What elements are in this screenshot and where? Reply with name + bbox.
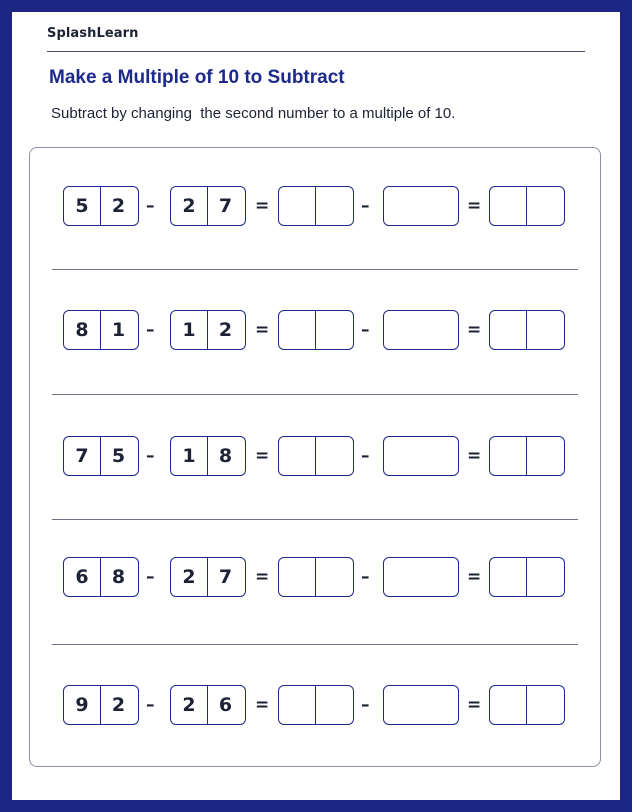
tens-digit: 2 — [182, 694, 196, 716]
equals-sign: = — [467, 196, 482, 216]
row-divider — [52, 644, 578, 645]
tens-digit: 8 — [75, 319, 89, 341]
equals-sign: = — [255, 196, 270, 216]
difference-answer-box[interactable] — [489, 186, 565, 226]
tens-blank[interactable] — [490, 558, 526, 596]
ones-blank[interactable] — [526, 686, 562, 724]
second-number-box — [170, 310, 246, 350]
minus-sign: – — [361, 567, 370, 587]
tens-blank[interactable] — [279, 437, 315, 475]
tens-digit: 9 — [75, 694, 89, 716]
adjusted-first-answer-box[interactable] — [278, 186, 354, 226]
first-number-box — [63, 685, 139, 725]
tens-digit: 5 — [75, 195, 89, 217]
second-number-box — [170, 436, 246, 476]
ones-blank[interactable] — [315, 686, 351, 724]
ones-digit: 1 — [100, 311, 136, 349]
first-number-box — [63, 436, 139, 476]
ones-digit: 2 — [100, 187, 136, 225]
first-number-box — [63, 557, 139, 597]
multiple-of-ten-answer-box[interactable] — [383, 436, 459, 476]
multiple-of-ten-answer-box[interactable] — [383, 557, 459, 597]
difference-answer-box[interactable] — [489, 310, 565, 350]
ones-blank[interactable] — [526, 558, 562, 596]
ones-blank[interactable] — [315, 437, 351, 475]
minus-sign: – — [146, 320, 155, 340]
row-divider — [52, 519, 578, 520]
minus-sign: – — [146, 695, 155, 715]
problem-row — [30, 557, 602, 597]
equals-sign: = — [467, 567, 482, 587]
ones-digit: 8 — [207, 437, 243, 475]
problem-row — [30, 685, 602, 725]
row-divider — [52, 269, 578, 270]
ones-digit: 7 — [207, 558, 243, 596]
minus-sign: – — [146, 567, 155, 587]
tens-digit: 1 — [182, 319, 196, 341]
difference-answer-box[interactable] — [489, 685, 565, 725]
tens-blank[interactable] — [279, 311, 315, 349]
row-divider — [52, 394, 578, 395]
second-number-box — [170, 186, 246, 226]
instruction-text: Subtract by changing the second number to a multiple of 10. — [51, 105, 456, 122]
multiple-of-ten-answer-box[interactable] — [383, 310, 459, 350]
ones-digit: 8 — [100, 558, 136, 596]
problem-row — [30, 186, 602, 226]
adjusted-first-answer-box[interactable] — [278, 685, 354, 725]
tens-blank[interactable] — [490, 311, 526, 349]
minus-sign: – — [361, 446, 370, 466]
ones-digit: 7 — [207, 187, 243, 225]
adjusted-first-answer-box[interactable] — [278, 557, 354, 597]
tens-blank[interactable] — [490, 686, 526, 724]
difference-answer-box[interactable] — [489, 557, 565, 597]
header-divider — [47, 51, 585, 52]
tens-blank[interactable] — [279, 686, 315, 724]
equals-sign: = — [467, 446, 482, 466]
tens-digit: 1 — [182, 445, 196, 467]
minus-sign: – — [361, 695, 370, 715]
minus-sign: – — [146, 446, 155, 466]
minus-sign: – — [361, 320, 370, 340]
ones-blank[interactable] — [315, 558, 351, 596]
ones-blank[interactable] — [526, 187, 562, 225]
multiple-of-ten-answer-box[interactable] — [383, 685, 459, 725]
ones-blank[interactable] — [526, 311, 562, 349]
equals-sign: = — [467, 695, 482, 715]
second-number-box — [170, 685, 246, 725]
tens-digit: 2 — [182, 566, 196, 588]
tens-blank[interactable] — [279, 558, 315, 596]
ones-digit: 2 — [207, 311, 243, 349]
brand-logo: SplashLearn — [47, 26, 139, 41]
problem-row — [30, 436, 602, 476]
equals-sign: = — [255, 446, 270, 466]
equals-sign: = — [255, 320, 270, 340]
ones-digit: 5 — [100, 437, 136, 475]
equals-sign: = — [467, 320, 482, 340]
adjusted-first-answer-box[interactable] — [278, 436, 354, 476]
tens-digit: 7 — [75, 445, 89, 467]
page-title: Make a Multiple of 10 to Subtract — [49, 67, 345, 88]
problems-card — [29, 147, 601, 767]
problem-row — [30, 310, 602, 350]
tens-blank[interactable] — [279, 187, 315, 225]
minus-sign: – — [361, 196, 370, 216]
equals-sign: = — [255, 695, 270, 715]
tens-blank[interactable] — [490, 187, 526, 225]
ones-digit: 2 — [100, 686, 136, 724]
minus-sign: – — [146, 196, 155, 216]
ones-blank[interactable] — [526, 437, 562, 475]
tens-blank[interactable] — [490, 437, 526, 475]
worksheet-page — [12, 12, 620, 800]
difference-answer-box[interactable] — [489, 436, 565, 476]
adjusted-first-answer-box[interactable] — [278, 310, 354, 350]
tens-digit: 2 — [182, 195, 196, 217]
ones-digit: 6 — [207, 686, 243, 724]
first-number-box — [63, 186, 139, 226]
second-number-box — [170, 557, 246, 597]
tens-digit: 6 — [75, 566, 89, 588]
multiple-of-ten-answer-box[interactable] — [383, 186, 459, 226]
ones-blank[interactable] — [315, 311, 351, 349]
ones-blank[interactable] — [315, 187, 351, 225]
equals-sign: = — [255, 567, 270, 587]
first-number-box — [63, 310, 139, 350]
